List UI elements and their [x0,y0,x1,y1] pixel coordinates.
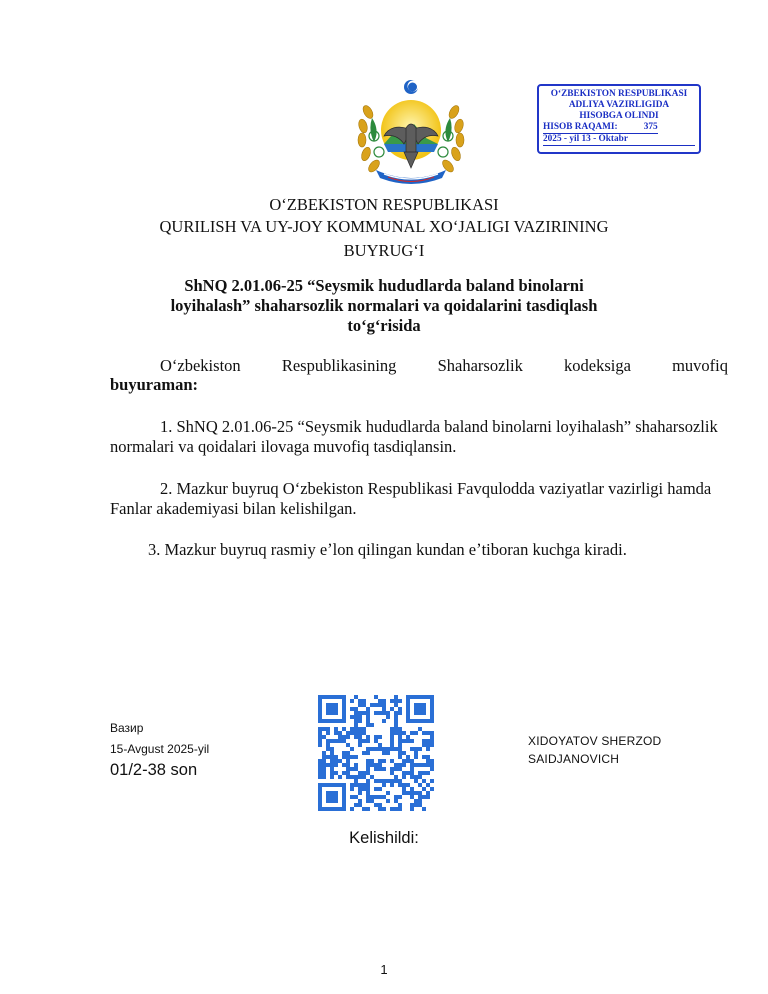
stamp-date-row [543,134,695,146]
qr-code-icon [318,695,434,811]
signature-date: 15-Avgust 2025-yil [110,742,210,756]
stamp-number-value: 375 [618,122,658,134]
intro-word: muvofiq [672,356,728,375]
stamp-line-1: O‘ZBEKISTON RESPUBLIKASI [550,89,688,99]
signer-role: Вазир [110,721,144,735]
intro-word: Respublikasining [281,356,397,375]
intro-word: Shaharsozlik [437,356,523,375]
stamp-number-label: HISOB RAQAMI: [543,122,618,132]
title-line-1: ShNQ 2.01.06-25 “Seysmik hududlarda baland binolarni [184,276,584,295]
signer-name-line-1: XIDOYATOV SHERZOD [528,734,662,748]
agreed-label: Kelishildi: [349,829,419,847]
stamp-line-2: ADLIYA VAZIRLIGIDA [568,100,670,110]
intro-word: kodeksiga [564,356,631,375]
order-item-1: 1. ShNQ 2.01.06-25 “Seysmik hududlarda baland binolarni loyihalash” shaharsozlik normalari va qoidalari ilovaga muvofiq tasdiqlansin. [110,417,718,456]
intro-word: Oʻzbekiston [160,356,241,375]
title-line-3: toʻgʻrisida [347,316,421,335]
order-item-2: 2. Mazkur buyruq Oʻzbekiston Respublikasi Favqulodda vaziyatlar vazirligi hamda Fanlar akademiyasi bilan kelishilgan. [110,479,712,518]
title-line-2: loyihalash” shaharsozlik normalari va qoidalarini tasdiqlash [170,296,598,315]
stamp-number-row [543,122,695,134]
document-number: 01/2-38 son [110,761,198,779]
order-item-3: 3. Mazkur buyruq rasmiy eʼlon qilingan kundan eʼtiboran kuchga kiradi. [148,540,627,559]
header-line-2: QURILISH VA UY-JOY KOMMUNAL XO‘JALIGI VAZIRINING [159,217,609,236]
state-emblem-icon [354,78,468,186]
stamp-date: 2025 - yil 13 - Oktabr [543,134,695,146]
stamp-line-3: HISOBGA OLINDI [579,111,659,121]
header-line-1: O‘ZBEKISTON RESPUBLIKASI [269,195,499,214]
signer-name-line-2: SAIDJANOVICH [528,752,620,766]
header-line-3: BUYRUG‘I [343,241,425,260]
registration-stamp [537,84,701,154]
intro-line [110,356,728,376]
command-word: buyuraman: [110,375,199,394]
page-number: 1 [380,962,388,977]
